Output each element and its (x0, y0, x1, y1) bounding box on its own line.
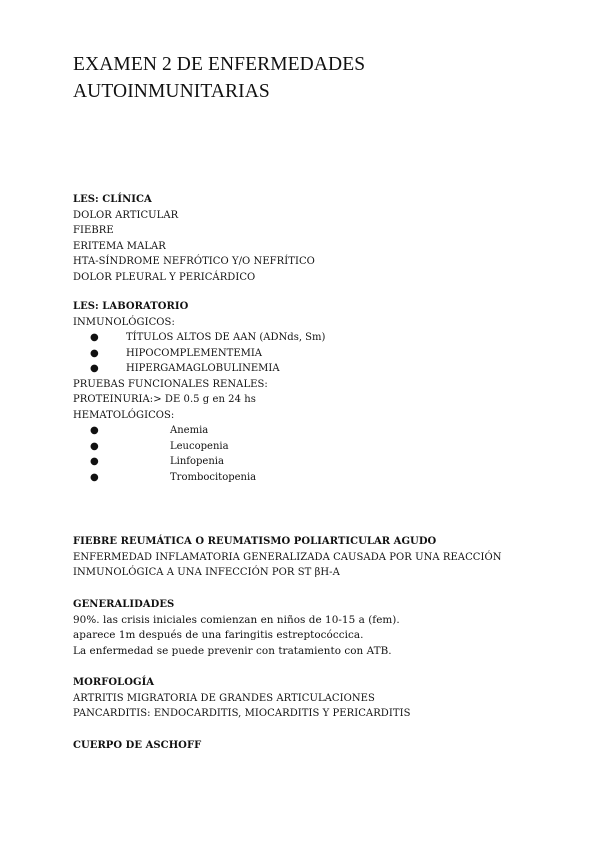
bullet-icon: ● (90, 425, 99, 436)
section-morfologia (73, 675, 573, 722)
list-item (73, 361, 573, 377)
clinica-item: FIEBRE (73, 225, 114, 236)
title-line-2: AUTOINMUNITARIAS (73, 81, 270, 102)
bullet-icon: ● (90, 347, 99, 359)
proteinuria-line: PROTEINURIA:> DE 0.5 g en 24 hs (73, 394, 256, 405)
list-item-text: HIPOCOMPLEMENTEMIA (126, 347, 263, 359)
list-item (73, 330, 573, 346)
list-item (73, 346, 573, 362)
list-item-text: Anemia (170, 425, 209, 436)
list-item-text: Linfopenia (170, 456, 224, 467)
hematologicos-list (73, 423, 573, 485)
section-heading: LES: CLÍNICA (73, 194, 152, 205)
bullet-icon: ● (90, 440, 99, 452)
section-heading: CUERPO DE ASCHOFF (73, 740, 202, 751)
inmunologicos-list (73, 330, 573, 377)
generalidades-line: 90%. las crisis iniciales comienzan en niños de 10-15 a (fem). (73, 613, 400, 626)
title-line-1: EXAMEN 2 DE ENFERMEDADES (73, 54, 366, 75)
clinica-item: DOLOR ARTICULAR (73, 209, 179, 221)
list-item-text: Trombocitopenia (170, 471, 257, 483)
inmunologicos-label: INMUNOLÓGICOS: (73, 316, 175, 328)
fiebre-line: INMUNOLÓGICA A UNA INFECCIÓN POR ST βH-A (73, 567, 340, 578)
document-title (73, 51, 543, 105)
list-item-text: Leucopenia (170, 440, 229, 452)
section-cuerpo-aschoff (73, 738, 573, 754)
list-item (73, 454, 573, 470)
list-item-text: TÍTULOS ALTOS DE AAN (ADNds, Sm) (126, 332, 326, 343)
generalidades-line: La enfermedad se puede prevenir con tratamiento con ATB. (73, 644, 392, 657)
hematologicos-label: HEMATOLÓGICOS: (73, 409, 175, 421)
clinica-item: HTA-SÍNDROME NEFRÓTICO Y/O NEFRÍTICO (73, 256, 315, 267)
bullet-icon: ● (90, 332, 99, 343)
list-item (73, 423, 573, 439)
section-les-clinica (73, 192, 573, 285)
section-heading: MORFOLOGÍA (73, 677, 155, 688)
list-item (73, 470, 573, 486)
section-heading: LES: LABORATORIO (73, 301, 189, 312)
clinica-item: ERITEMA MALAR (73, 240, 166, 252)
clinica-item: DOLOR PLEURAL Y PERICÁRDICO (73, 271, 256, 283)
bullet-icon: ● (90, 363, 99, 374)
section-generalidades (73, 597, 573, 659)
pruebas-label: PRUEBAS FUNCIONALES RENALES: (73, 378, 268, 390)
section-heading: FIEBRE REUMÁTICA O REUMATISMO POLIARTICULAR AGUDO (73, 536, 437, 547)
fiebre-line: ENFERMEDAD INFLAMATORIA GENERALIZADA CAUSADA POR UNA REACCIÓN (73, 551, 502, 563)
bullet-icon: ● (90, 456, 99, 467)
list-item (73, 439, 573, 455)
generalidades-line: aparece 1m después de una faringitis estreptocóccica. (73, 629, 364, 641)
bullet-icon: ● (90, 471, 99, 483)
morfologia-line: PANCARDITIS: ENDOCARDITIS, MIOCARDITIS Y PERICARDITIS (73, 708, 411, 719)
section-les-laboratorio (73, 299, 573, 485)
section-fiebre-reumatica (73, 534, 573, 581)
section-heading: GENERALIDADES (73, 599, 175, 610)
list-item-text: HIPERGAMAGLOBULINEMIA (126, 363, 280, 374)
morfologia-line: ARTRITIS MIGRATORIA DE GRANDES ARTICULACIONES (73, 692, 375, 704)
